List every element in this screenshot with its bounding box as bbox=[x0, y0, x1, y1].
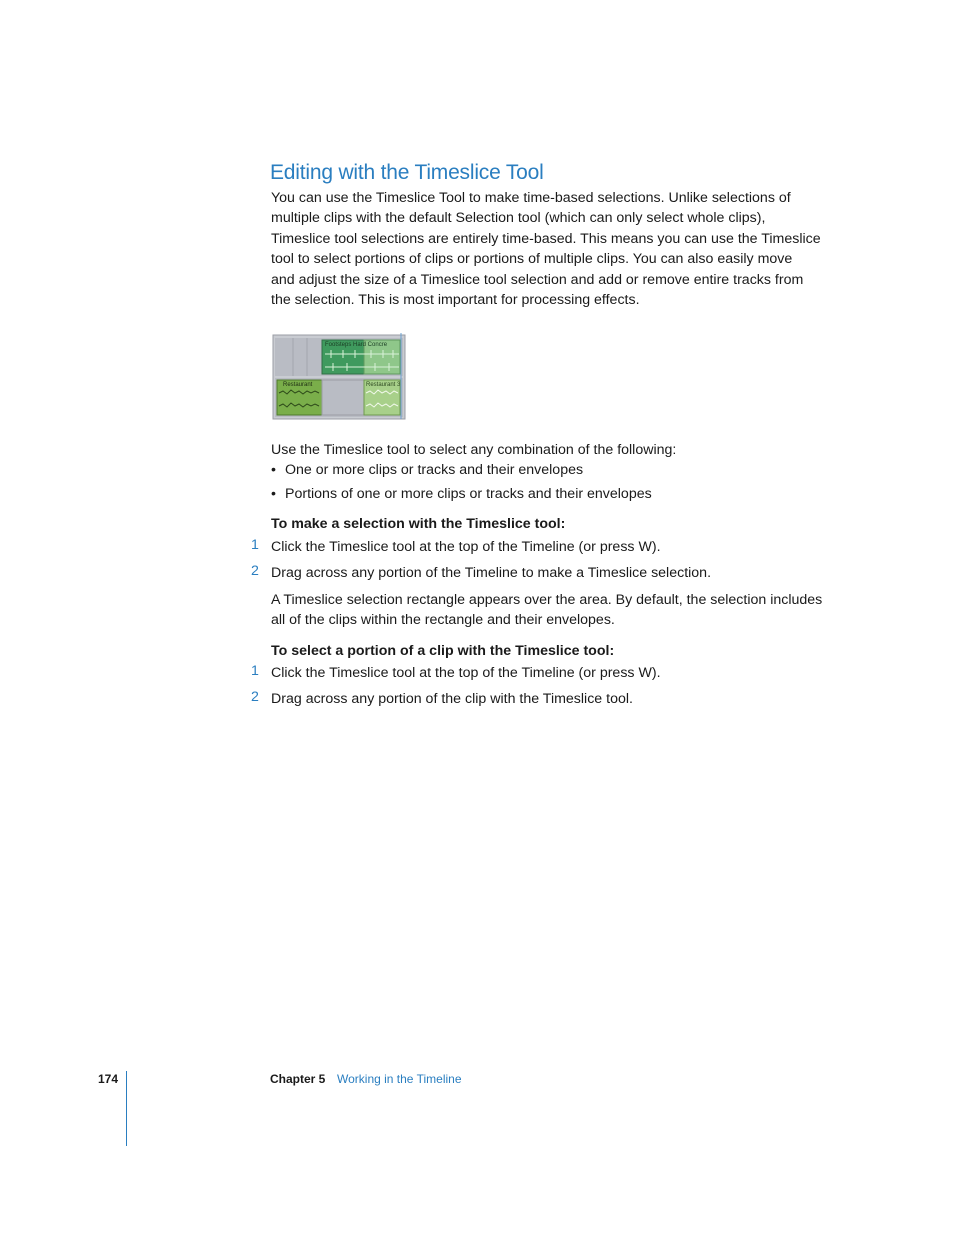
procedure-title: To make a selection with the Timeslice tool: bbox=[271, 516, 566, 532]
step-note-line: all of the clips within the rectangle and their envelopes. bbox=[271, 612, 615, 629]
clip-label-bottom-left: Restaurant bbox=[283, 382, 313, 388]
procedure-title: To select a portion of a clip with the Timeslice tool: bbox=[271, 643, 615, 659]
bullet-item: One or more clips or tracks and their envelopes bbox=[285, 462, 584, 478]
footer-chapter-title: Working in the Timeline bbox=[337, 1072, 462, 1086]
intro-line: the selection. This is most important for processing effects. bbox=[271, 292, 640, 309]
intro-line: and adjust the size of a Timeslice tool selection and add or remove entire tracks from bbox=[271, 271, 804, 288]
timeslice-timeline-figure bbox=[271, 331, 411, 421]
clip-label-top: Footsteps Hard Concre bbox=[325, 342, 388, 348]
step-text: Drag across any portion of the Timeline to make a Timeslice selection. bbox=[271, 565, 712, 581]
section-heading: Editing with the Timeslice Tool bbox=[270, 161, 544, 184]
intro-line: Timeslice tool selections are entirely time-based. This means you can use the Timeslice bbox=[271, 230, 821, 247]
step-text: Drag across any portion of the clip with the Timeslice tool. bbox=[271, 691, 633, 707]
intro-line: You can use the Timeslice Tool to make time-based selections. Unlike selections of bbox=[271, 190, 791, 206]
intro-line: tool to select portions of clips or portions of multiple clips. You can also easily move bbox=[271, 251, 793, 268]
step-text: Click the Timeslice tool at the top of the Timeline (or press W). bbox=[271, 665, 661, 681]
bullet-dot-icon: • bbox=[271, 462, 276, 478]
step-note bbox=[271, 590, 822, 631]
step-text: Click the Timeslice tool at the top of the Timeline (or press W). bbox=[271, 539, 661, 555]
clip-label-bottom-right: Restaurant 3 bbox=[366, 382, 401, 388]
bullet-dot-icon: • bbox=[271, 486, 276, 502]
step-number: 2 bbox=[251, 563, 259, 579]
bullet-item: Portions of one or more clips or tracks and their envelopes bbox=[285, 486, 652, 502]
intro-paragraph bbox=[271, 188, 831, 310]
intro-line: multiple clips with the default Selection tool (which can only select whole clips), bbox=[271, 210, 766, 227]
step-number: 1 bbox=[251, 537, 259, 553]
page-number: 174 bbox=[98, 1072, 119, 1086]
step-number: 2 bbox=[251, 689, 259, 705]
timeline-illustration bbox=[271, 331, 411, 421]
footer-divider bbox=[126, 1071, 127, 1146]
step-note-line: A Timeslice selection rectangle appears over the area. By default, the selection includes bbox=[271, 592, 823, 608]
footer-chapter: Chapter 5 bbox=[270, 1072, 326, 1086]
combination-intro: Use the Timeslice tool to select any combination of the following: bbox=[271, 442, 677, 458]
step-number: 1 bbox=[251, 663, 259, 679]
